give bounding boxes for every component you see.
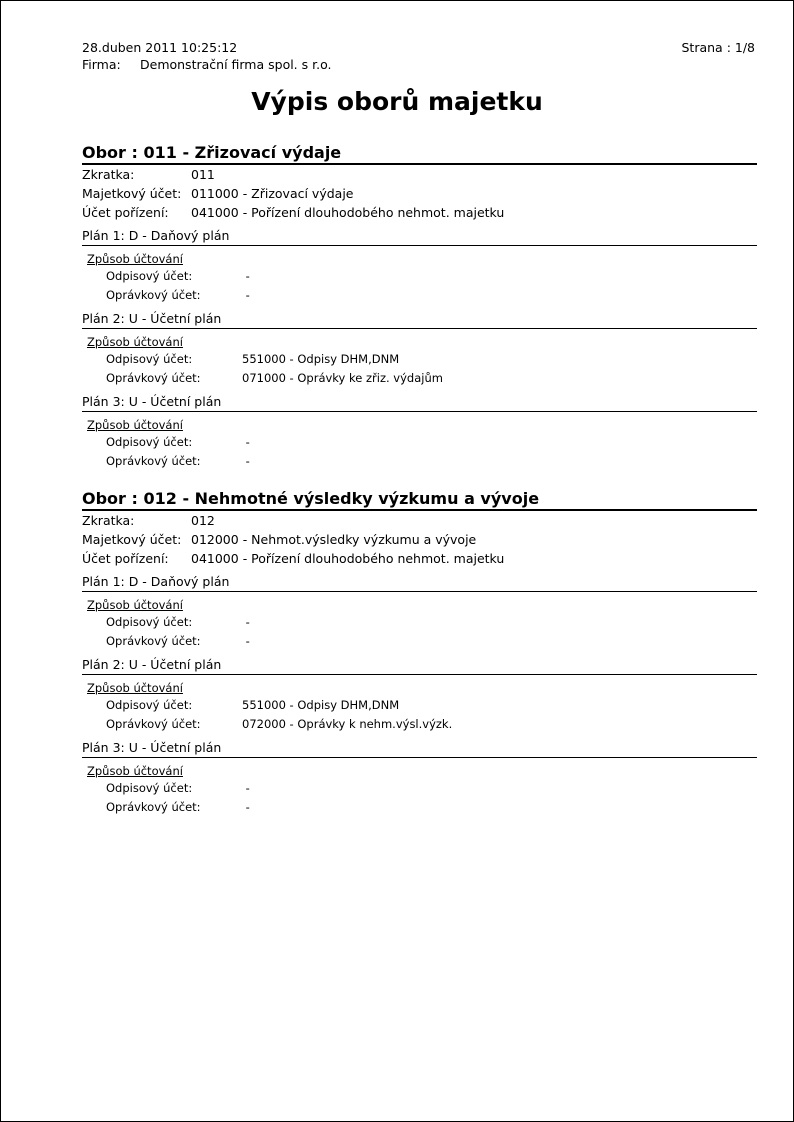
obor-section xyxy=(82,143,757,471)
account-label: Odpisový účet: xyxy=(106,269,193,283)
account-label: Oprávkový účet: xyxy=(106,800,201,814)
account-row xyxy=(106,286,757,305)
account-value: - xyxy=(242,269,250,283)
field-value: 041000 - Pořízení dlouhodobého nehmot. majetku xyxy=(191,205,505,220)
field-value: 011000 - Zřizovací výdaje xyxy=(191,186,354,201)
account-label: Oprávkový účet: xyxy=(106,717,201,731)
account-row xyxy=(106,369,757,388)
obor-heading: Obor : 012 - Nehmotné výsledky výzkumu a vývoje xyxy=(82,489,757,511)
account-value: - xyxy=(242,800,250,814)
account-row xyxy=(106,779,757,798)
field-row xyxy=(82,549,757,568)
account-label: Odpisový účet: xyxy=(106,352,193,366)
field-row xyxy=(82,530,757,549)
obor-section xyxy=(82,489,757,817)
method-heading: Způsob účtování xyxy=(87,764,183,778)
account-label: Odpisový účet: xyxy=(106,698,193,712)
account-label: Odpisový účet: xyxy=(106,781,193,795)
account-row xyxy=(106,696,757,715)
field-label: Zkratka: xyxy=(82,167,135,182)
account-row xyxy=(106,433,757,452)
account-label: Oprávkový účet: xyxy=(106,454,201,468)
report-title: Výpis oborů majetku xyxy=(251,87,543,116)
method-heading: Způsob účtování xyxy=(87,335,183,349)
account-row xyxy=(106,452,757,471)
account-value: - xyxy=(242,615,250,629)
method-heading: Způsob účtování xyxy=(87,418,183,432)
account-row xyxy=(106,613,757,632)
field-row xyxy=(82,165,757,184)
field-value: 041000 - Pořízení dlouhodobého nehmot. majetku xyxy=(191,551,505,566)
field-label: Zkratka: xyxy=(82,513,135,528)
field-label: Majetkový účet: xyxy=(82,532,182,547)
account-row xyxy=(106,632,757,651)
account-value: 072000 - Oprávky k nehm.výsl.výzk. xyxy=(242,717,453,731)
plan-title: Plán 1: D - Daňový plán xyxy=(82,227,757,246)
account-value: - xyxy=(242,454,250,468)
field-label: Majetkový účet: xyxy=(82,186,182,201)
report-content xyxy=(82,143,757,835)
plan-block xyxy=(82,739,757,817)
company-label: Firma: xyxy=(82,57,121,72)
report-datetime: 28.duben 2011 10:25:12 xyxy=(82,40,238,55)
plan-block xyxy=(82,656,757,734)
method-heading: Způsob účtování xyxy=(87,598,183,612)
plan-block xyxy=(82,393,757,471)
plan-block xyxy=(82,310,757,388)
account-value: 551000 - Odpisy DHM,DNM xyxy=(242,698,400,712)
obor-heading: Obor : 011 - Zřizovací výdaje xyxy=(82,143,757,165)
page-number: Strana : 1/8 xyxy=(681,40,755,55)
field-label: Účet pořízení: xyxy=(82,551,169,566)
account-row xyxy=(106,715,757,734)
account-label: Oprávkový účet: xyxy=(106,634,201,648)
account-value: - xyxy=(242,435,250,449)
account-label: Oprávkový účet: xyxy=(106,288,201,302)
field-value: 012 xyxy=(191,513,215,528)
account-row xyxy=(106,798,757,817)
plan-block xyxy=(82,573,757,651)
account-label: Odpisový účet: xyxy=(106,615,193,629)
field-row xyxy=(82,511,757,530)
plan-title: Plán 1: D - Daňový plán xyxy=(82,573,757,592)
account-label: Oprávkový účet: xyxy=(106,371,201,385)
account-value: - xyxy=(242,781,250,795)
plan-title: Plán 3: U - Účetní plán xyxy=(82,393,757,412)
plan-title: Plán 2: U - Účetní plán xyxy=(82,310,757,329)
field-label: Účet pořízení: xyxy=(82,205,169,220)
plan-title: Plán 3: U - Účetní plán xyxy=(82,739,757,758)
field-row xyxy=(82,203,757,222)
field-value: 011 xyxy=(191,167,215,182)
company-name: Demonstrační firma spol. s r.o. xyxy=(140,57,332,72)
account-label: Odpisový účet: xyxy=(106,435,193,449)
account-value: 551000 - Odpisy DHM,DNM xyxy=(242,352,400,366)
field-row xyxy=(82,184,757,203)
account-value: - xyxy=(242,634,250,648)
company-line xyxy=(82,57,332,72)
method-heading: Způsob účtování xyxy=(87,681,183,695)
account-row xyxy=(106,267,757,286)
plan-block xyxy=(82,227,757,305)
method-heading: Způsob účtování xyxy=(87,252,183,266)
account-row xyxy=(106,350,757,369)
account-value: 071000 - Oprávky ke zřiz. výdajům xyxy=(242,371,443,385)
plan-title: Plán 2: U - Účetní plán xyxy=(82,656,757,675)
account-value: - xyxy=(242,288,250,302)
field-value: 012000 - Nehmot.výsledky výzkumu a vývoje xyxy=(191,532,477,547)
